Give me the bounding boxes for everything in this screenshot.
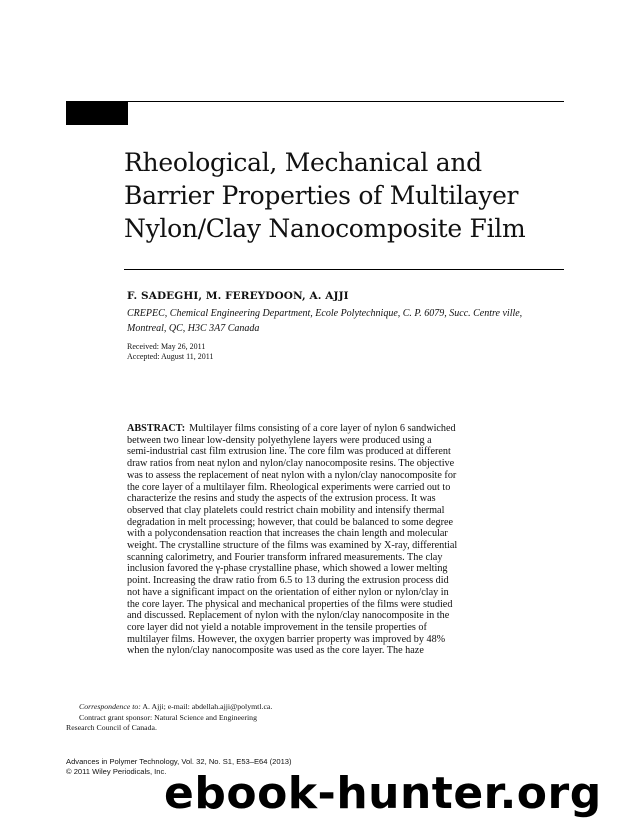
grant-line: Research Council of Canada. — [66, 723, 157, 732]
correspondence-footnote — [66, 702, 316, 734]
section-tab-marker — [66, 101, 128, 125]
authors: F. SADEGHI, M. FEREYDOON, A. AJJI — [127, 290, 349, 302]
abstract-line: observed that clay platelets could restrict chain mobility and intensify thermal — [127, 504, 445, 516]
journal-copyright: © 2011 Wiley Periodicals, Inc. — [66, 767, 167, 776]
affiliation-line: Montreal, QC, H3C 3A7 Canada — [127, 323, 260, 334]
abstract-line: characterize the resins and study the aspects of the extrusion process. It was — [127, 493, 436, 505]
affiliation-line: CREPEC, Chemical Engineering Department, Ecole Polytechnique, C. P. 6079, Succ. Centre ville, — [127, 308, 523, 319]
watermark: ebook-hunter.org — [164, 768, 602, 819]
abstract-line — [127, 423, 527, 435]
abstract-line: semi-industrial cast film extrusion line. The core film was produced at different — [127, 446, 451, 458]
abstract-line: draw ratios from neat nylon and nylon/clay nanocomposite resins. The objective — [127, 458, 455, 470]
abstract-line: not have a significant impact on the orientation of either nylon or nylon/clay in — [127, 586, 449, 598]
abstract — [127, 423, 527, 657]
top-rule — [128, 101, 564, 102]
affiliation — [127, 306, 547, 336]
grant-line: Contract grant sponsor: Natural Science and Engineering — [79, 712, 257, 722]
received-date: Received: May 26, 2011 — [127, 342, 206, 351]
abstract-line: when the nylon/clay nanocomposite was used as the core layer. The haze — [127, 645, 424, 657]
abstract-label: ABSTRACT: — [127, 423, 186, 434]
accepted-date: Accepted: August 11, 2011 — [127, 352, 214, 361]
journal-citation: Advances in Polymer Technology, Vol. 32, No. S1, E53–E64 (2013) — [66, 757, 292, 766]
abstract-line: scanning calorimetry, and Fourier transform infrared measurements. The clay — [127, 551, 443, 563]
title-line: Rheological, Mechanical and — [124, 148, 482, 177]
abstract-line: core layer did not yield a notable improvement in the tensile properties of — [127, 621, 427, 633]
abstract-line: between two linear low-density polyethylene layers were produced using a — [127, 434, 432, 446]
title-line: Barrier Properties of Multilayer — [124, 181, 519, 210]
abstract-line: inclusion favored the γ-phase crystalline phase, which showed a lower melting — [127, 563, 448, 575]
article-title — [124, 146, 564, 245]
abstract-line: weight. The crystalline structure of the films was examined by X-ray, differential — [127, 540, 458, 552]
correspondence-line — [66, 702, 316, 713]
abstract-line: the core layer. The physical and mechanical properties of the films were studied — [127, 598, 453, 610]
title-line: Nylon/Clay Nanocomposite Film — [124, 214, 526, 243]
abstract-text: Multilayer films consisting of a core layer of nylon 6 sandwiched — [189, 423, 456, 434]
correspondence-label: Correspondence to: — [79, 702, 141, 711]
abstract-line: degradation in melt processing; however, that could be balanced to some degree — [127, 516, 454, 528]
title-rule — [124, 269, 564, 270]
abstract-line: multilayer films. However, the oxygen barrier property was improved by 48% — [127, 633, 446, 645]
article-dates — [127, 342, 214, 362]
correspondence-email: A. Ajji; e-mail: abdellah.ajji@polymtl.ca. — [140, 702, 273, 711]
abstract-line: with a polycondensation reaction that increases the chain length and molecular — [127, 528, 448, 540]
abstract-line: was to assess the replacement of neat nylon with a nylon/clay nanocomposite for — [127, 469, 457, 481]
abstract-line: point. Increasing the draw ratio from 6.5 to 13 during the extrusion process did — [127, 575, 449, 587]
abstract-line: the core layer of a multilayer film. Rheological experiments were carried out to — [127, 481, 451, 493]
abstract-line: and discussed. Replacement of nylon with the nylon/clay nanocomposite in the — [127, 610, 450, 622]
